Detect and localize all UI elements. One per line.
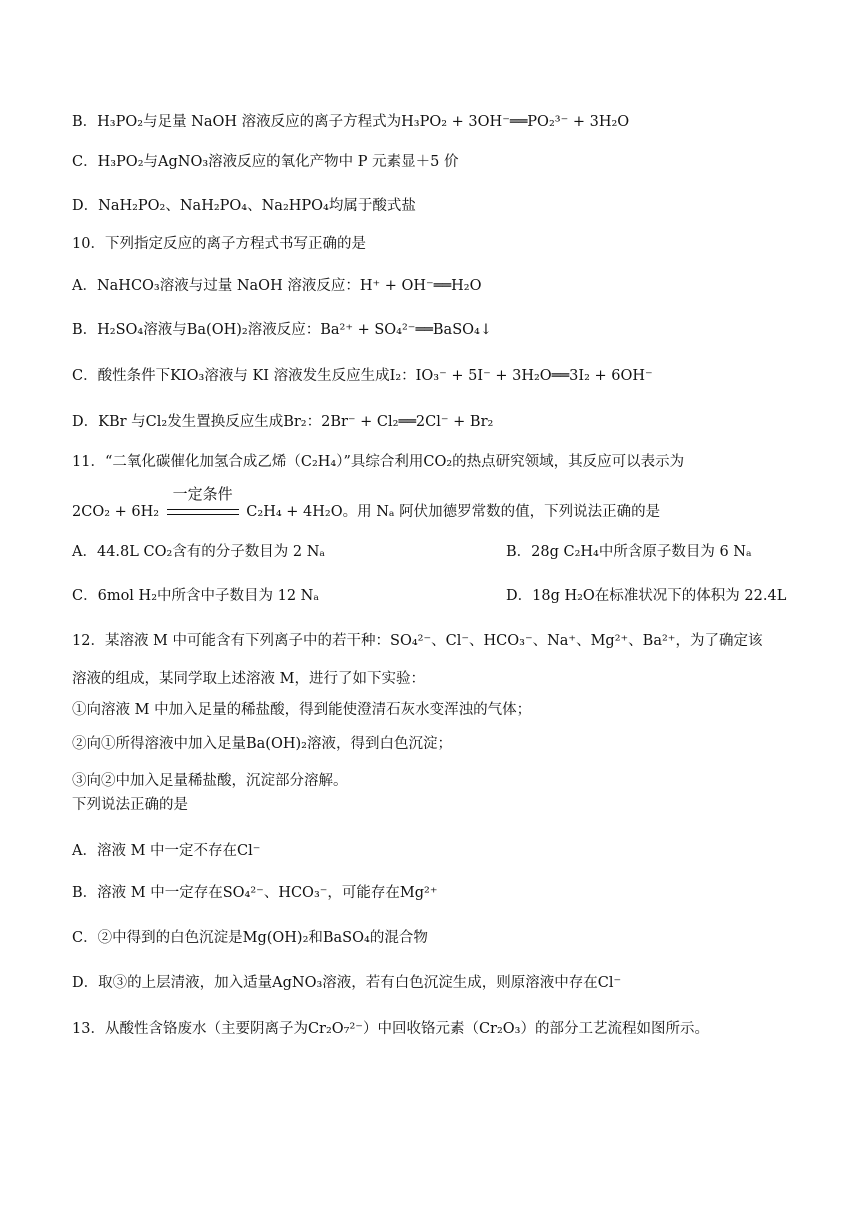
q12-stem: 12．某溶液 M 中可能含有下列离子中的若干种：SO₄²⁻、Cl⁻、HCO₃⁻、Na⁺、Mg²⁺、Ba²⁺，为了确定该: [72, 633, 763, 649]
q12-option-d: D．取③的上层清液，加入适量AgNO₃溶液，若有白色沉淀生成，则原溶液中存在Cl⁻: [72, 975, 622, 991]
q12-option-c: C．②中得到的白色沉淀是Mg(OH)₂和BaSO₄的混合物: [72, 930, 428, 946]
q10-option-b: B．H₂SO₄溶液与Ba(OH)₂溶液反应：Ba²⁺ + SO₄²⁻══BaSO₄↓: [72, 322, 492, 338]
double-line-icon: [167, 509, 239, 515]
q12-step-2: ②向①所得溶液中加入足量Ba(OH)₂溶液，得到白色沉淀；: [72, 736, 452, 752]
q9-option-b: B．H₃PO₂与足量 NaOH 溶液反应的离子方程式为H₃PO₂ + 3OH⁻══PO₂³⁻ + 3H₂O: [72, 114, 630, 130]
q11-eq-left: 2CO₂ + 6H₂: [72, 504, 160, 520]
q11-option-row-1: [72, 541, 800, 563]
q11-option-row-2: [72, 585, 800, 607]
q12-option-a: A．溶液 M 中一定不存在Cl⁻: [72, 843, 261, 859]
q11-option-b: B．28g C₂H₄中所含原子数目为 6 Nₐ: [506, 544, 752, 560]
q11-stem: 11．“二氧化碳催化加氢合成乙烯（C₂H₄）”具综合利用CO₂的热点研究领域，其反应可以表示为: [72, 454, 685, 470]
q9-option-c: C．H₃PO₂与AgNO₃溶液反应的氧化产物中 P 元素显＋5 价: [72, 154, 459, 170]
q12-stem-cont: 溶液的组成，某同学取上述溶液 M，进行了如下实验：: [72, 671, 425, 687]
q10-option-d: D．KBr 与Cl₂发生置换反应生成Br₂：2Br⁻ + Cl₂══2Cl⁻ + Br₂: [72, 414, 494, 430]
q11-option-c: C．6mol H₂中所含中子数目为 12 Nₐ: [72, 588, 319, 604]
q9-option-d: D．NaH₂PO₂、NaH₂PO₄、Na₂HPO₄均属于酸式盐: [72, 198, 416, 214]
q11-eq-condition: 一定条件: [172, 485, 233, 503]
q11-eq-arrow: [164, 485, 242, 523]
q11-option-d: D．18g H₂O在标准状况下的体积为 22.4L: [506, 588, 787, 604]
q11-eq-right: C₂H₄ + 4H₂O。用 Nₐ 阿伏加德罗常数的值，下列说法正确的是: [246, 504, 661, 520]
q10-stem: 10．下列指定反应的离子方程式书写正确的是: [72, 236, 366, 252]
q12-question: 下列说法正确的是: [72, 797, 188, 813]
q12-step-1: ①向溶液 M 中加入足量的稀盐酸，得到能使澄清石灰水变浑浊的气体；: [72, 702, 532, 718]
q10-option-a: A．NaHCO₃溶液与过量 NaOH 溶液反应：H⁺ + OH⁻══H₂O: [72, 278, 482, 294]
q11-equation-line: [72, 485, 800, 523]
q11-option-a: A．44.8L CO₂含有的分子数目为 2 Nₐ: [72, 544, 326, 560]
q13-stem: 13．从酸性含铬废水（主要阴离子为Cr₂O₇²⁻）中回收铬元素（Cr₂O₃）的部分工艺流程如图所示。: [72, 1021, 709, 1037]
q12-option-b: B．溶液 M 中一定存在SO₄²⁻、HCO₃⁻，可能存在Mg²⁺: [72, 885, 438, 901]
q12-step-3: ③向②中加入足量稀盐酸，沉淀部分溶解。: [72, 773, 348, 789]
q10-option-c: C．酸性条件下KIO₃溶液与 KI 溶液发生反应生成I₂：IO₃⁻ + 5I⁻ + 3H₂O══3I₂ + 6OH⁻: [72, 368, 653, 384]
